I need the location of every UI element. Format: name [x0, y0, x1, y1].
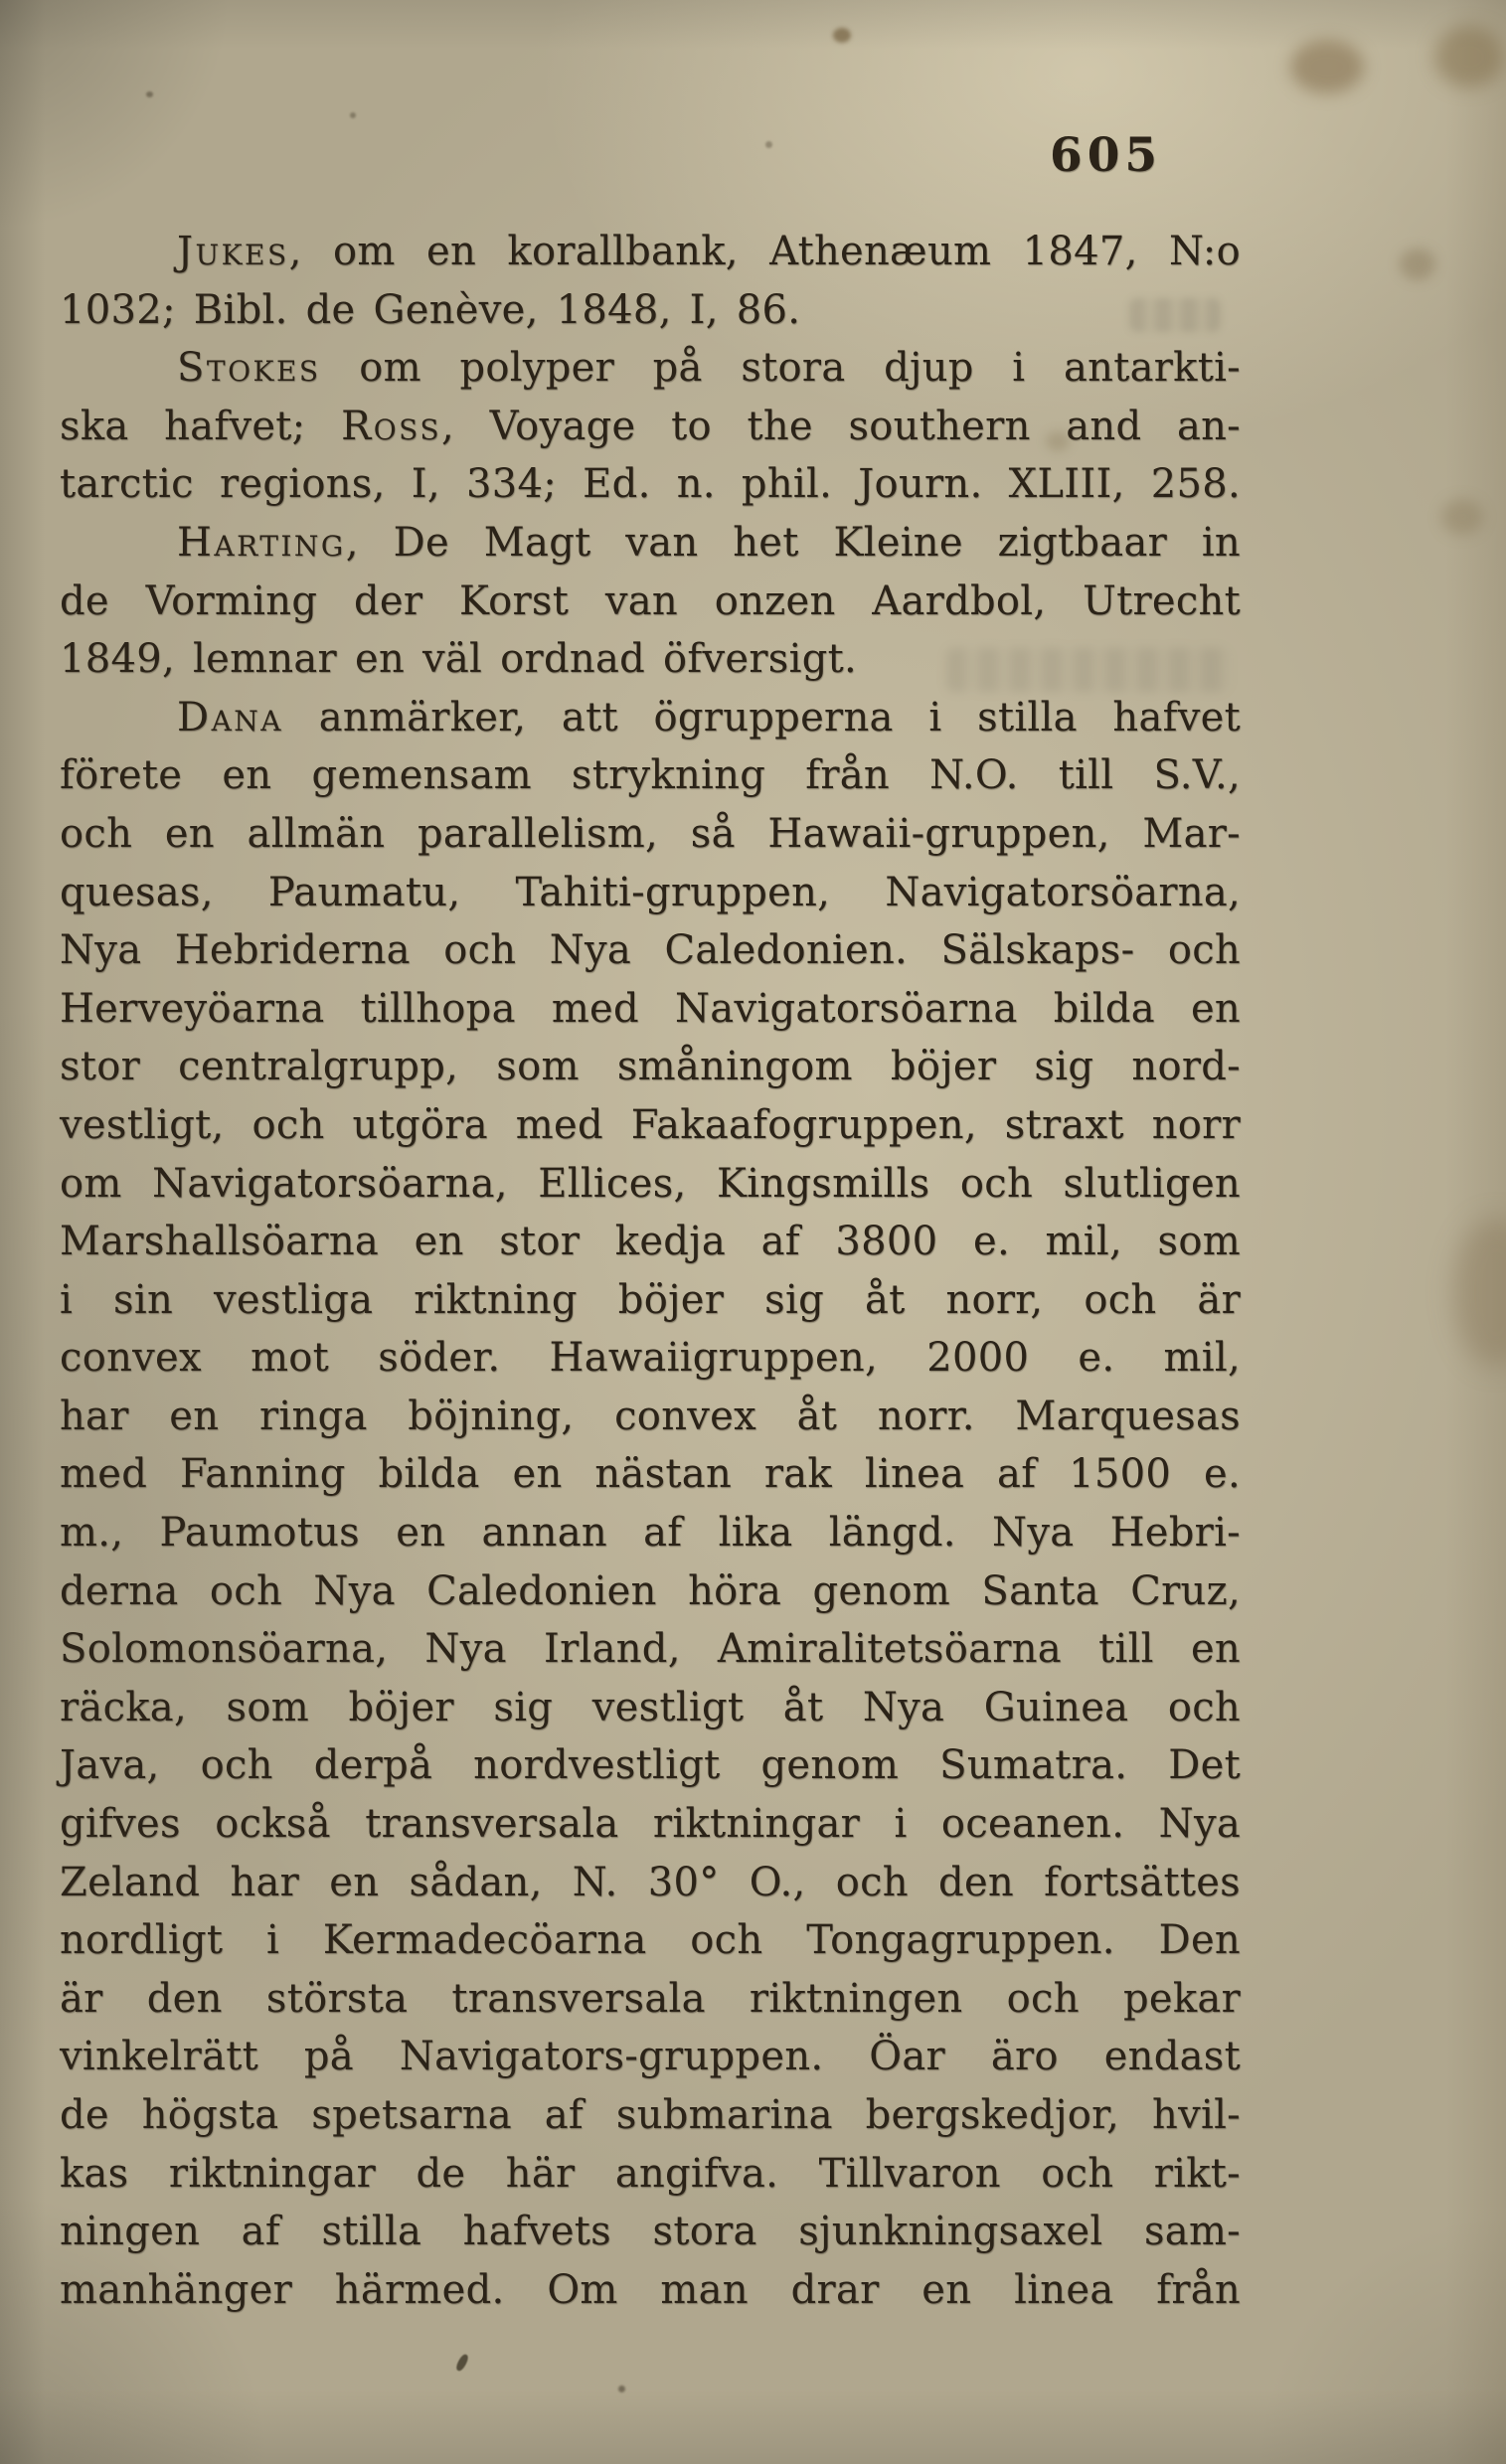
text-line: [60, 398, 1241, 456]
text-segment: och en allmän parallelism, så Hawaii-gruppen, Mar-: [60, 810, 1241, 857]
text-segment: nordligt i Kermadecöarna och Tongagruppen. Den: [60, 1917, 1241, 1964]
text-segment: 1032; Bibl. de Genève, 1848, I, 86.: [60, 286, 801, 333]
text-line: [60, 1911, 1241, 1970]
small-caps-name: Dana: [177, 694, 284, 740]
text-segment: 1849, lemnar en väl ordnad öfversigt.: [60, 636, 857, 683]
text-line: [60, 339, 1241, 398]
text-segment: kas riktningar de här angifva. Tillvaron och rikt-: [60, 2150, 1241, 2197]
text-segment: har en ringa böjning, convex åt norr. Marquesas: [60, 1393, 1241, 1439]
small-caps-name: Jukes: [177, 229, 289, 274]
text-line: [60, 1155, 1241, 1214]
paper-speck: [618, 2385, 625, 2392]
text-segment: Solomonsöarna, Nya Irland, Amiralitetsöarna till en: [60, 1626, 1241, 1673]
text-line: [60, 746, 1241, 805]
foxing-stain: [1290, 40, 1364, 93]
text-segment: Zeland har en sådan, N. 30° O., och den fortsättes: [60, 1859, 1241, 1905]
text-line: [60, 455, 1241, 514]
text-segment: de Vorming der Korst van onzen Aardbol, Utrecht: [60, 577, 1241, 624]
text-segment: derna och Nya Caledonien höra genom Santa Cruz,: [60, 1567, 1241, 1614]
text-line: [60, 281, 1241, 340]
text-line: [60, 1504, 1241, 1562]
text-segment: är den största transversala riktningen och pekar: [60, 1975, 1241, 2022]
text-segment: quesas, Paumatu, Tahiti-gruppen, Navigatorsöarna,: [60, 869, 1241, 915]
text-segment: Java, och derpå nordvestligt genom Sumatra. Det: [60, 1742, 1241, 1789]
text-line: [60, 980, 1241, 1039]
text-segment: vestligt, och utgöra med Fakaafogruppen, straxt norr: [60, 1101, 1241, 1148]
paper-speck: [146, 91, 153, 97]
text-segment: förete en gemensam strykning från N.O. till S.V.,: [60, 752, 1241, 799]
text-line: [60, 1096, 1241, 1155]
small-caps-name: Stokes: [177, 345, 321, 392]
small-caps-name: Harting: [177, 519, 346, 566]
text-line: [60, 689, 1241, 747]
text-segment: , Voyage to the southern and an-: [441, 403, 1241, 449]
text-line: [60, 223, 1241, 281]
ink-mark: [454, 2353, 470, 2373]
text-segment: , De Magt van het Kleine zigtbaar in: [345, 519, 1241, 566]
text-line: [60, 1562, 1241, 1621]
foxing-stain: [1434, 26, 1504, 87]
text-line: [60, 1620, 1241, 1679]
text-segment: anmärker, att ögrupperna i stilla hafvet: [283, 694, 1241, 740]
text-line: [60, 514, 1241, 573]
text-segment: tarctic regions, I, 334; Ed. n. phil. Journ. XLIII, 258.: [60, 461, 1241, 508]
text-line: [60, 1795, 1241, 1854]
text-line: [60, 1038, 1241, 1096]
text-block: [60, 223, 1241, 2319]
text-segment: convex mot söder. Hawaiigruppen, 2000 e. mil,: [60, 1335, 1241, 1382]
text-segment: Marshallsöarna en stor kedja af 3800 e. mil, som: [60, 1219, 1241, 1265]
text-segment: räcka, som böjer sig vestligt åt Nya Guinea och: [60, 1684, 1241, 1730]
foxing-stain: [1441, 499, 1483, 535]
text-segment: ska hafvet;: [60, 403, 342, 449]
page-number: 605: [1050, 128, 1163, 183]
text-segment: med Fanning bilda en nästan rak linea af 1500 e.: [60, 1451, 1241, 1498]
text-line: [60, 1854, 1241, 1912]
text-line: [60, 2203, 1241, 2261]
text-line: [60, 2028, 1241, 2086]
small-caps-name: Ross: [341, 403, 442, 449]
text-segment: gifves också transversala riktningar i oceanen. Nya: [60, 1801, 1241, 1848]
text-segment: om polyper på stora djup i antarkti-: [320, 345, 1241, 392]
text-line: [60, 1271, 1241, 1330]
text-line: [60, 805, 1241, 864]
text-line: [60, 1329, 1241, 1388]
text-segment: manhänger härmed. Om man drar en linea från: [60, 2266, 1241, 2313]
text-line: [60, 1679, 1241, 1737]
text-segment: , om en korallbank, Athenæum 1847, N:o: [288, 229, 1241, 274]
foxing-stain: [833, 28, 851, 43]
text-segment: i sin vestliga riktning böjer sig åt norr, och är: [60, 1276, 1241, 1323]
text-line: [60, 630, 1241, 689]
text-line: [60, 1736, 1241, 1795]
text-line: [60, 921, 1241, 980]
text-line: [60, 1445, 1241, 1504]
text-segment: stor centralgrupp, som småningom böjer sig nord-: [60, 1044, 1241, 1090]
paper-speck: [765, 141, 772, 148]
text-line: [60, 1970, 1241, 2029]
text-line: [60, 2261, 1241, 2320]
text-line: [60, 1388, 1241, 1446]
text-line: [60, 1213, 1241, 1271]
text-segment: vinkelrätt på Navigators-gruppen. Öar äro endast: [60, 2034, 1241, 2080]
text-segment: m., Paumotus en annan af lika längd. Nya Hebri-: [60, 1510, 1241, 1557]
text-line: [60, 573, 1241, 631]
paper-speck: [350, 112, 356, 118]
text-segment: Herveyöarna tillhopa med Navigatorsöarna bilda en: [60, 985, 1241, 1032]
text-segment: Nya Hebriderna och Nya Caledonien. Sälskaps- och: [60, 927, 1241, 974]
text-line: [60, 864, 1241, 922]
text-line: [60, 2086, 1241, 2145]
text-segment: om Navigatorsöarna, Ellices, Kingsmills och slutligen: [60, 1160, 1241, 1207]
foxing-stain: [1453, 1218, 1506, 1367]
text-line: [60, 2145, 1241, 2204]
text-segment: ningen af stilla hafvets stora sjunkningsaxel sam-: [60, 2209, 1241, 2255]
foxing-stain: [1400, 248, 1435, 280]
text-segment: de högsta spetsarna af submarina bergskedjor, hvil-: [60, 2092, 1241, 2138]
